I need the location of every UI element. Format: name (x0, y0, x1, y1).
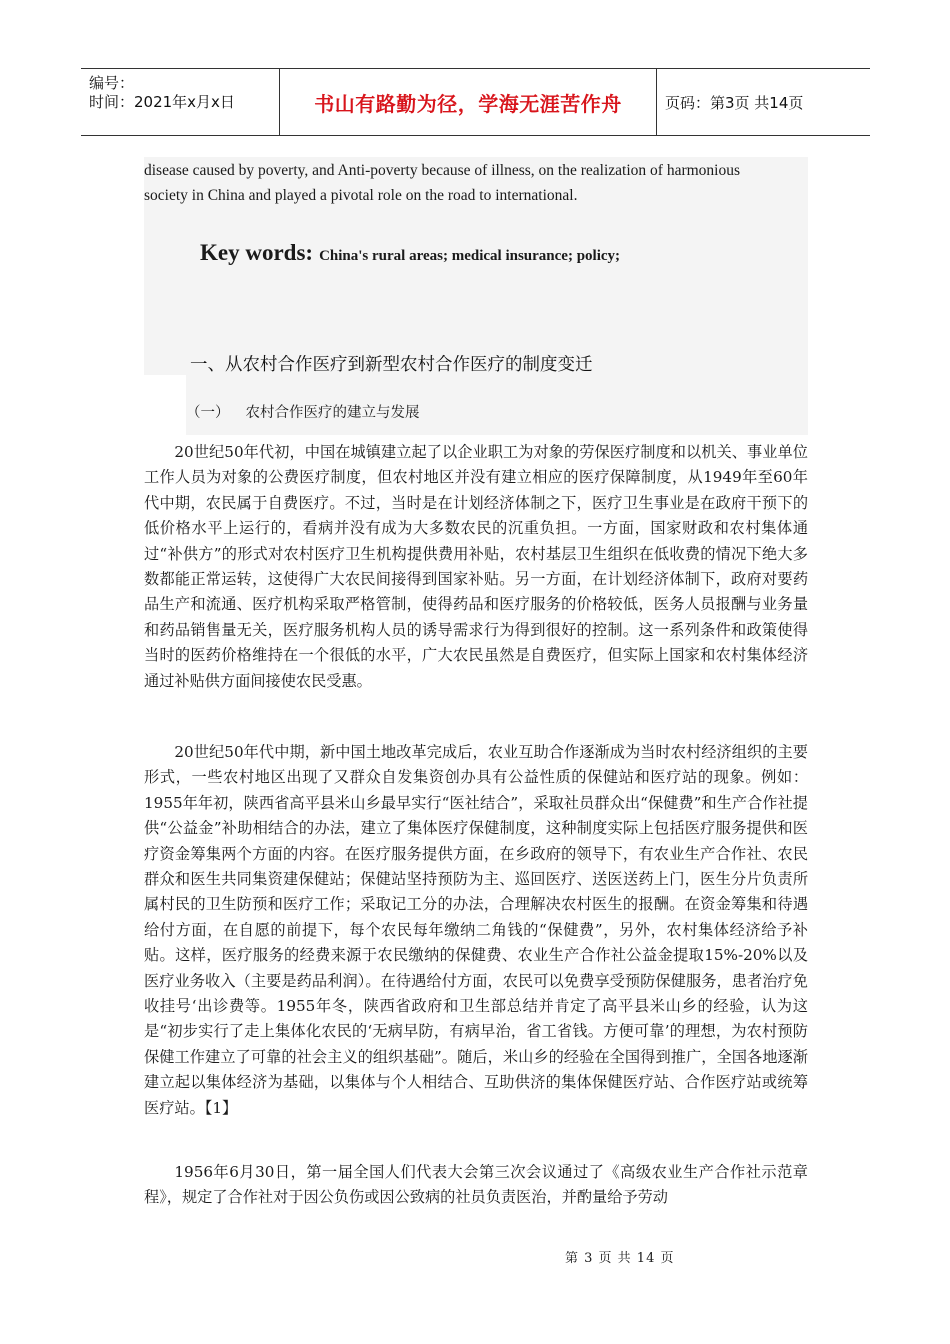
subsection-number: （一） (186, 405, 230, 421)
header-number-label: 编号： (89, 74, 135, 92)
header-motto: 书山有路勤为径，学海无涯苦作舟 (314, 91, 622, 116)
paragraph-1: 20世纪50年代初，中国在城镇建立起了以企业职工为对象的劳保医疗制度和以机关、事业单位工作人员为对象的公费医疗制度，但农村地区并没有建立相应的医疗保障制度，从1949年至60年代中期，农民属于自费医疗。不过，当时是在计划经济体制之下，医疗卫生事业是在政府干预下的低价格水平上运行的，看病并没有成为大多数农民的沉重负担。一方面，国家财政和农村集体通过“补供方”的形式对农村医疗卫生机构提供费用补贴，农村基层卫生组织在低收费的情况下绝大多数都能正常运转，这使得广大农民间接得到国家补贴。另一方面，在计划经济体制下，政府对要药品生产和流通、医疗机构采取严格管制，使得药品和医疗服务的价格较低，医务人员报酬与业务量和药品销售量无关，医疗服务机构人员的诱导需求行为得到很好的控制。这一系列条件和政策使得当时的医药价格维持在一个很低的水平，广大农民虽然是自费医疗，但实际上国家和农村集体经济通过补贴供方面间接使农民受惠。 (144, 443, 808, 690)
page-header (81, 68, 870, 136)
header-page-info: 页码：第3页 共14页 (665, 93, 804, 112)
header-motto-cell (280, 69, 657, 135)
header-date-label: 时间：2021年x月x日 (89, 93, 235, 111)
section-title: 一、从农村合作医疗到新型农村合作医疗的制度变迁 (190, 355, 593, 375)
keywords-label: Key words: (200, 240, 314, 265)
keywords (200, 240, 620, 266)
page-footer: 第 3 页 共 14 页 (565, 1251, 675, 1266)
keywords-text: China's rural areas; medical insurance; policy; (319, 248, 621, 264)
subsection-heading (186, 401, 420, 422)
abstract-line-1: disease caused by poverty, and Anti-poverty because of illness, on the realization of harmonious (144, 162, 741, 179)
abstract-line-2: society in China and played a pivotal role on the road to international. (144, 187, 578, 204)
header-meta-cell (81, 69, 280, 135)
paragraph-3: 1956年6月30日，第一届全国人们代表大会第三次会议通过了《高级农业生产合作社示范章程》，规定了合作社对于因公负伤或因公致病的社员负责医治，并酌量给予劳动 (144, 1163, 808, 1207)
paragraph-2: 20世纪50年代中期，新中国土地改革完成后，农业互助合作逐渐成为当时农村经济组织的主要形式，一些农村地区出现了又群众自发集资创办具有公益性质的保健站和医疗站的现象。例如：1955年年初，陕西省高平县米山乡最早实行“医社结合”，采取社员群众出“保健费”和生产合作社提供“公益金”补助相结合的办法，建立了集体医疗保健制度，这种制度实际上包括医疗服务提供和医疗资金筹集两个方面的内容。在医疗服务提供方面，在乡政府的领导下，有农业生产合作社、农民群众和医生共同集资建保健站；保健站坚持预防为主、巡回医疗、送医送药上门，医生分片负责所属村民的卫生防预和医疗工作；采取记工分的办法，合理解决农村医生的报酬。在资金筹集和待遇给付方面，在自愿的前提下，每个农民每年缴纳二角钱的“保健费”，另外，农村集体经济给予补贴。这样，医疗服务的经费来源于农民缴纳的保健费、农业生产合作社公益金提取15%-20%以及医疗业务收入（主要是药品利润）。在待遇给付方面，农民可以免费享受预防保健服务，患者治疗免收挂号‘出诊费等。1955年冬，陕西省政府和卫生部总结并肯定了高平县米山乡的经验，认为这是“初步实行了走上集体化农民的‘无病早防，有病早治，省工省钱。方便可靠’的理想，为农村预防保健工作建立了可靠的社会主义的组织基础”。随后，米山乡的经验在全国得到推广，全国各地逐渐建立起以集体经济为基础，以集体与个人相结合、互助供济的集体保健医疗站、合作医疗站或统筹医疗站。【1】 (144, 743, 808, 1117)
subsection-title: 农村合作医疗的建立与发展 (245, 405, 420, 421)
